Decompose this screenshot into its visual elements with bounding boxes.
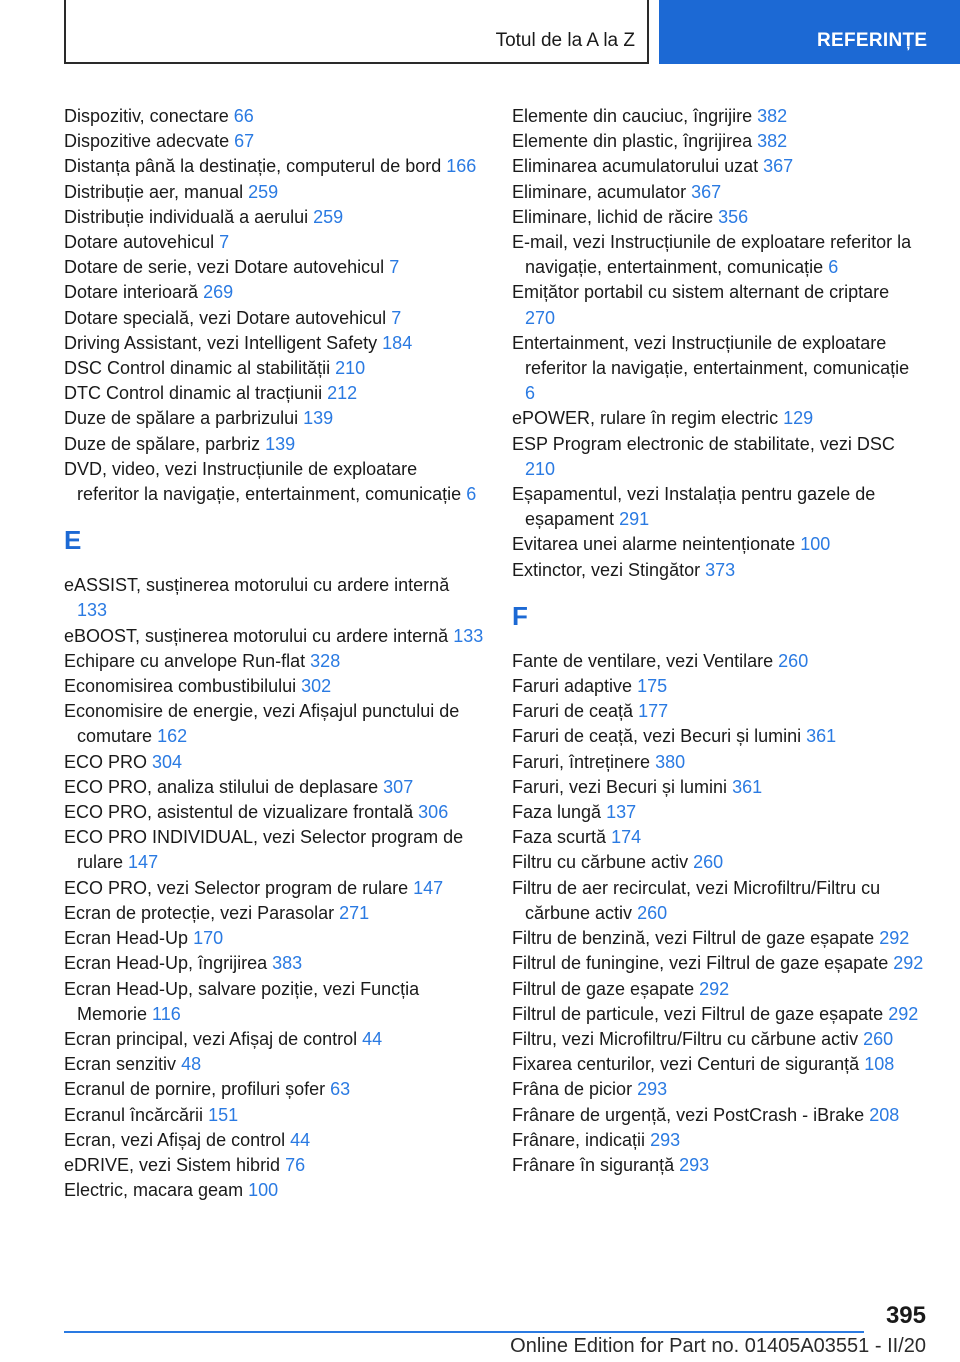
page-reference-link[interactable]: 100 bbox=[800, 534, 831, 555]
tab-referinte[interactable]: REFERINȚE bbox=[659, 0, 960, 64]
index-entry-text: ESP Program electronic de stabilitate, vezi DSC bbox=[512, 433, 895, 454]
index-entry-text: Eliminarea acumulatorului uzat bbox=[512, 156, 759, 177]
index-entry-text: Dispozitive adecvate bbox=[64, 131, 230, 152]
index-entry bbox=[512, 850, 924, 875]
index-entry bbox=[512, 482, 924, 532]
index-entry-text: Filtru de benzină, vezi Filtrul de gaze eșapate bbox=[512, 928, 875, 949]
index-entry-text: Filtru cu cărbune activ bbox=[512, 852, 689, 873]
page-reference-link[interactable]: 259 bbox=[313, 206, 344, 227]
index-entry bbox=[512, 1153, 924, 1178]
index-entry bbox=[64, 1103, 484, 1128]
index-entry-text: ECO PRO, asistentul de vizualizare frontală bbox=[64, 802, 414, 823]
index-entry bbox=[512, 800, 924, 825]
index-entry bbox=[64, 406, 484, 431]
index-entry-text: Ecranul încărcării bbox=[64, 1104, 204, 1125]
page-reference-link[interactable]: 129 bbox=[783, 408, 814, 429]
page-reference-link[interactable]: 292 bbox=[893, 953, 924, 974]
page-reference-link[interactable]: 292 bbox=[888, 1003, 919, 1024]
page-reference-link[interactable]: 100 bbox=[248, 1180, 279, 1201]
page-reference-link[interactable]: 175 bbox=[637, 676, 668, 697]
page-reference-link[interactable]: 382 bbox=[757, 106, 788, 126]
page-reference-link[interactable]: 292 bbox=[879, 928, 910, 949]
index-entry-text: E-mail, vezi Instrucțiunile de exploatare referitor la navigație, entertainment, comunicație bbox=[512, 232, 912, 278]
page-reference-link[interactable]: 76 bbox=[285, 1154, 306, 1175]
index-entry-text: Ecran principal, vezi Afișaj de control bbox=[64, 1028, 358, 1049]
page-number: 395 bbox=[885, 1302, 926, 1329]
index-entry bbox=[64, 901, 484, 926]
page-reference-link[interactable]: 162 bbox=[157, 726, 188, 747]
index-entry bbox=[64, 381, 484, 406]
index-entry-text: Eliminare, acumulator bbox=[512, 181, 687, 202]
index-entry-text: Distribuție aer, manual bbox=[64, 181, 244, 202]
index-section-letter: F bbox=[512, 600, 528, 631]
index-entry bbox=[64, 255, 484, 280]
page-reference-link[interactable]: 293 bbox=[679, 1154, 710, 1175]
index-entry-text: Fante de ventilare, vezi Ventilare bbox=[512, 650, 774, 671]
index-entry-text: Evitarea unei alarme neintenționate bbox=[512, 534, 796, 555]
index-entry-text: Frânare, indicații bbox=[512, 1129, 646, 1150]
index-entry-text: Distanța până la destinație, computerul de bord bbox=[64, 156, 442, 177]
page-reference-link[interactable]: 259 bbox=[248, 181, 279, 202]
index-entry bbox=[64, 356, 484, 381]
index-entry bbox=[512, 1103, 924, 1128]
index-entry bbox=[64, 1027, 484, 1052]
page-reference-link[interactable]: 269 bbox=[203, 282, 234, 303]
index-entry-text: Faruri de ceață bbox=[512, 701, 634, 722]
page-reference-link[interactable]: 170 bbox=[193, 928, 224, 949]
page-reference-link[interactable]: 383 bbox=[272, 953, 303, 974]
page-reference-link[interactable]: 210 bbox=[335, 358, 366, 379]
page-reference-link[interactable]: 44 bbox=[290, 1129, 311, 1150]
index-entry bbox=[512, 724, 924, 749]
index-entry bbox=[64, 624, 484, 649]
index-entry bbox=[512, 180, 924, 205]
page-reference-link[interactable]: 184 bbox=[382, 332, 413, 353]
index-entry-text: Economisirea combustibilului bbox=[64, 676, 297, 697]
index-entry-text: ECO PRO, vezi Selector program de rulare bbox=[64, 877, 409, 898]
page-reference-link[interactable]: 48 bbox=[181, 1054, 202, 1075]
index-entry bbox=[64, 280, 484, 305]
footer-edition-text: Online Edition for Part no. 01405A03551 - II/20 bbox=[510, 1335, 926, 1357]
header-title-box bbox=[64, 0, 649, 64]
index-entry-text: Ecran Head-Up, îngrijirea bbox=[64, 953, 268, 974]
page-reference-link[interactable]: 147 bbox=[128, 852, 159, 873]
index-entry bbox=[64, 457, 484, 507]
page-reference-link[interactable]: 260 bbox=[863, 1028, 894, 1049]
index-entry-text: Ecran, vezi Afișaj de control bbox=[64, 1129, 286, 1150]
index-entry-text: Frânare de urgență, vezi PostCrash - iBrake bbox=[512, 1104, 865, 1125]
index-entry bbox=[64, 205, 484, 230]
index-entry bbox=[64, 926, 484, 951]
index-entry bbox=[512, 1128, 924, 1153]
index-column-right bbox=[512, 104, 924, 1178]
page-reference-link[interactable]: 270 bbox=[525, 307, 556, 328]
page-reference-link[interactable]: 44 bbox=[362, 1028, 383, 1049]
index-entry-text: Dispozitiv, conectare bbox=[64, 106, 229, 126]
index-entry bbox=[512, 649, 924, 674]
page-reference-link[interactable]: 361 bbox=[806, 726, 837, 747]
index-entry-text: Faruri de ceață, vezi Becuri și lumini bbox=[512, 726, 802, 747]
index-entry-text: Entertainment, vezi Instrucțiunile de exploatare referitor la navigație, entertainment, comunicație bbox=[512, 332, 910, 379]
index-entry-text: Faza scurtă bbox=[512, 827, 607, 848]
index-entry-text: Faruri adaptive bbox=[512, 676, 633, 697]
index-entry-text: Dotare specială, vezi Dotare autovehicul bbox=[64, 307, 387, 328]
index-entry bbox=[64, 775, 484, 800]
index-entry-text: Ecran Head-Up, salvare poziție, vezi Funcția Memorie bbox=[64, 978, 420, 1024]
page-reference-link[interactable]: 116 bbox=[152, 1003, 181, 1024]
index-entry bbox=[64, 977, 484, 1027]
index-entry bbox=[512, 750, 924, 775]
index-entry-text: Faruri, vezi Becuri și lumini bbox=[512, 776, 728, 797]
page-reference-link[interactable]: 356 bbox=[718, 206, 749, 227]
index-entry bbox=[64, 674, 484, 699]
page-reference-link[interactable]: 306 bbox=[418, 802, 449, 823]
index-entry-text: Faruri, întreținere bbox=[512, 751, 651, 772]
index-entry-text: Elemente din plastic, îngrijirea bbox=[512, 131, 753, 152]
page-reference-link[interactable]: 133 bbox=[77, 600, 108, 621]
page-reference-link[interactable]: 139 bbox=[265, 433, 296, 454]
index-entry-text: Frânare în siguranță bbox=[512, 1154, 675, 1175]
page-reference-link[interactable]: 208 bbox=[869, 1104, 900, 1125]
section-title: Totul de la A la Z bbox=[495, 30, 635, 51]
index-entry-text: Dotare de serie, vezi Dotare autovehicul bbox=[64, 257, 385, 278]
page-reference-link[interactable]: 133 bbox=[453, 625, 484, 646]
index-entry-text: DSC Control dinamic al stabilității bbox=[64, 358, 331, 379]
index-entry-text: Faza lungă bbox=[512, 802, 602, 823]
index-entry bbox=[512, 699, 924, 724]
index-entry bbox=[64, 951, 484, 976]
index-entry-text: eBOOST, susținerea motorului cu ardere internă bbox=[64, 625, 449, 646]
index-entry bbox=[512, 205, 924, 230]
index-entry-text: Driving Assistant, vezi Intelligent Safety bbox=[64, 332, 378, 353]
index-section-letter: E bbox=[64, 525, 82, 556]
index-entry-text: eASSIST, susținerea motorului cu ardere internă bbox=[64, 575, 450, 596]
page-reference-link[interactable]: 304 bbox=[152, 751, 183, 772]
index-entry bbox=[512, 280, 924, 330]
page-reference-link[interactable]: 210 bbox=[525, 458, 556, 479]
index-entry-text: Dotare autovehicul bbox=[64, 232, 215, 253]
index-entry bbox=[512, 951, 924, 976]
index-entry-text: Ecran senzitiv bbox=[64, 1054, 177, 1075]
index-entry-text: Echipare cu anvelope Run-flat bbox=[64, 650, 306, 671]
index-entry-text: ECO PRO bbox=[64, 751, 148, 772]
page-reference-link[interactable]: 151 bbox=[208, 1104, 239, 1125]
page-reference-link[interactable]: 147 bbox=[413, 877, 444, 898]
index-entry-text: Dotare interioară bbox=[64, 282, 199, 303]
index-entry-text: DTC Control dinamic al tracțiunii bbox=[64, 383, 323, 404]
index-entry bbox=[64, 154, 484, 179]
index-entry bbox=[64, 750, 484, 775]
index-entry-text: Eșapamentul, vezi Instalația pentru gazele de eșapament bbox=[512, 484, 876, 530]
index-entry-text: Distribuție individuală a aerului bbox=[64, 206, 309, 227]
index-entry bbox=[64, 129, 484, 154]
index-entry bbox=[64, 104, 484, 129]
index-entry-text: Filtru de aer recirculat, vezi Microfiltru/Filtru cu cărbune activ bbox=[512, 877, 881, 923]
index-entry bbox=[64, 1052, 484, 1077]
index-entry bbox=[64, 230, 484, 255]
page-reference-link[interactable]: 260 bbox=[637, 902, 668, 923]
page-reference-link[interactable]: 373 bbox=[705, 559, 736, 580]
index-entry bbox=[64, 331, 484, 356]
index-entry bbox=[64, 180, 484, 205]
index-entry bbox=[512, 230, 924, 280]
page-reference-link[interactable]: 7 bbox=[389, 257, 400, 278]
page-reference-link[interactable]: 63 bbox=[330, 1079, 351, 1100]
index-entry-text: Electric, macara geam bbox=[64, 1180, 244, 1201]
page-reference-link[interactable]: 260 bbox=[778, 650, 809, 671]
page-reference-link[interactable]: 6 bbox=[525, 383, 536, 404]
page-reference-link[interactable]: 271 bbox=[339, 902, 370, 923]
page-reference-link[interactable]: 367 bbox=[691, 181, 722, 202]
index-entry-text: Filtru, vezi Microfiltru/Filtru cu cărbune activ bbox=[512, 1028, 859, 1049]
index-entry bbox=[64, 1178, 484, 1203]
index-entry-text: ECO PRO INDIVIDUAL, vezi Selector program de rulare bbox=[64, 827, 464, 873]
page-reference-link[interactable]: 293 bbox=[637, 1079, 668, 1100]
page-reference-link[interactable]: 380 bbox=[655, 751, 686, 772]
page-reference-link[interactable]: 328 bbox=[310, 650, 341, 671]
index-entry bbox=[64, 1128, 484, 1153]
index-entry-text: Fixarea centurilor, vezi Centuri de siguranță bbox=[512, 1054, 860, 1075]
index-entry-text: Extinctor, vezi Stingător bbox=[512, 559, 701, 580]
index-entry-text: Ecran de protecție, vezi Parasolar bbox=[64, 902, 335, 923]
index-entry-text: Filtrul de particule, vezi Filtrul de gaze eșapate bbox=[512, 1003, 884, 1024]
index-column-left bbox=[64, 104, 484, 1203]
index-entry-text: ePOWER, rulare în regim electric bbox=[512, 408, 779, 429]
index-entry bbox=[512, 1052, 924, 1077]
index-entry bbox=[512, 154, 924, 179]
index-entry-text: Ecranul de pornire, profiluri șofer bbox=[64, 1079, 326, 1100]
index-entry bbox=[64, 573, 484, 623]
index-entry-text: Elemente din cauciuc, îngrijire bbox=[512, 106, 753, 126]
page-reference-link[interactable]: 137 bbox=[606, 802, 637, 823]
page-reference-link[interactable]: 177 bbox=[638, 701, 669, 722]
page-reference-link[interactable]: 66 bbox=[233, 106, 254, 126]
page-reference-link[interactable]: 367 bbox=[763, 156, 794, 177]
page-reference-link[interactable]: 139 bbox=[303, 408, 334, 429]
index-entry bbox=[512, 1002, 924, 1027]
index-entry bbox=[64, 876, 484, 901]
page-reference-link[interactable]: 7 bbox=[391, 307, 402, 328]
index-entry bbox=[512, 432, 924, 482]
page-reference-link[interactable]: 6 bbox=[466, 484, 477, 505]
index-entry bbox=[512, 1027, 924, 1052]
index-entry-text: Filtrul de gaze eșapate bbox=[512, 978, 695, 999]
page-reference-link[interactable]: 7 bbox=[219, 232, 230, 253]
index-entry-text: ECO PRO, analiza stilului de deplasare bbox=[64, 776, 379, 797]
index-entry bbox=[512, 331, 924, 407]
index-entry bbox=[512, 532, 924, 557]
page-reference-link[interactable]: 166 bbox=[446, 156, 477, 177]
index-entry bbox=[512, 674, 924, 699]
index-entry-text: Emițător portabil cu sistem alternant de criptare bbox=[512, 282, 890, 303]
index-entry-text: DVD, video, vezi Instrucțiunile de exploatare referitor la navigație, entertainment, comunicație bbox=[64, 458, 462, 505]
index-entry bbox=[64, 1077, 484, 1102]
page-reference-link[interactable]: 307 bbox=[383, 776, 414, 797]
page-reference-link[interactable]: 212 bbox=[327, 383, 358, 404]
index-entry bbox=[512, 977, 924, 1002]
index-entry bbox=[512, 129, 924, 154]
index-entry-text: Duze de spălare a parbrizului bbox=[64, 408, 299, 429]
page-reference-link[interactable]: 6 bbox=[828, 257, 839, 278]
index-entry bbox=[64, 800, 484, 825]
index-entry-text: Frâna de picior bbox=[512, 1079, 633, 1100]
page-reference-link[interactable]: 302 bbox=[301, 676, 332, 697]
index-entry bbox=[512, 926, 924, 951]
index-entry bbox=[512, 1077, 924, 1102]
index-entry-text: Duze de spălare, parbriz bbox=[64, 433, 261, 454]
index-entry bbox=[512, 825, 924, 850]
index-entry-text: Filtrul de funingine, vezi Filtrul de gaze eșapate bbox=[512, 953, 889, 974]
index-entry-text: eDRIVE, vezi Sistem hibrid bbox=[64, 1154, 281, 1175]
index-entry bbox=[512, 775, 924, 800]
index-entry bbox=[512, 406, 924, 431]
index-entry bbox=[64, 432, 484, 457]
index-entry bbox=[512, 104, 924, 129]
index-entry bbox=[512, 558, 924, 583]
index-entry bbox=[64, 649, 484, 674]
page-reference-link[interactable]: 67 bbox=[234, 131, 255, 152]
page-reference-link[interactable]: 382 bbox=[757, 131, 788, 152]
page-reference-link[interactable]: 260 bbox=[693, 852, 724, 873]
index-entry bbox=[64, 1153, 484, 1178]
index-entry bbox=[64, 306, 484, 331]
page-reference-link[interactable]: 293 bbox=[650, 1129, 681, 1150]
page-reference-link[interactable]: 361 bbox=[732, 776, 763, 797]
footer-divider bbox=[64, 1331, 864, 1333]
index-entry-text: Economisire de energie, vezi Afișajul punctului de comutare bbox=[64, 701, 460, 747]
page-reference-link[interactable]: 108 bbox=[864, 1054, 895, 1075]
index-entry-text: Eliminare, lichid de răcire bbox=[512, 206, 714, 227]
index-entry bbox=[64, 825, 484, 875]
page-reference-link[interactable]: 292 bbox=[699, 978, 730, 999]
index-entry bbox=[64, 699, 484, 749]
page-reference-link[interactable]: 174 bbox=[611, 827, 642, 848]
index-entry-text: Ecran Head-Up bbox=[64, 928, 189, 949]
index-entry bbox=[512, 876, 924, 926]
page-reference-link[interactable]: 291 bbox=[619, 509, 650, 530]
